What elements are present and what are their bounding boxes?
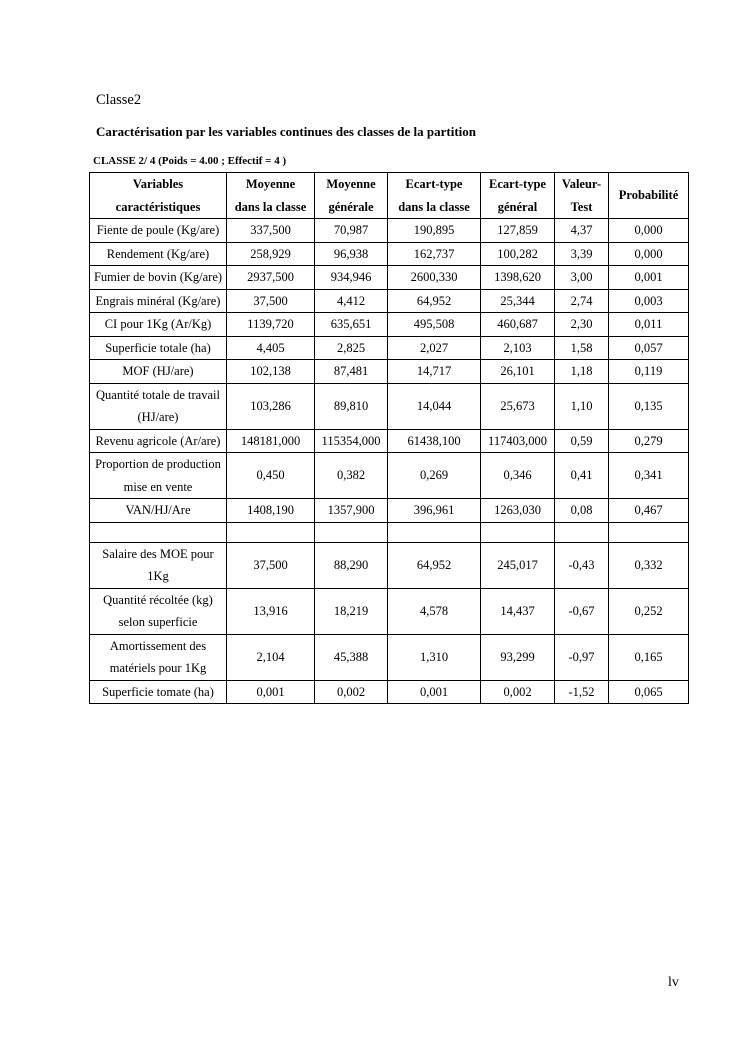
probability-cell: 0,003 [609, 289, 689, 313]
test-value-cell: 4,37 [555, 219, 609, 243]
std-general-cell: 460,687 [481, 313, 555, 337]
test-value-cell: -0,97 [555, 634, 609, 680]
mean-general-cell: 0,382 [315, 453, 388, 499]
std-class-cell: 162,737 [388, 242, 481, 266]
table-row [90, 542, 689, 588]
mean-general-cell: 934,946 [315, 266, 388, 290]
mean-general-cell: 70,987 [315, 219, 388, 243]
mean-general-cell: 0,002 [315, 680, 388, 704]
variable-cell: Salaire des MOE pour 1Kg [90, 542, 227, 588]
mean-class-cell: 258,929 [227, 242, 315, 266]
variable-cell: Rendement (Kg/are) [90, 242, 227, 266]
empty-cell [555, 522, 609, 542]
std-general-cell: 127,859 [481, 219, 555, 243]
std-class-cell: 4,578 [388, 588, 481, 634]
mean-class-cell: 1408,190 [227, 499, 315, 523]
std-general-cell: 245,017 [481, 542, 555, 588]
probability-cell: 0,252 [609, 588, 689, 634]
table-row [90, 313, 689, 337]
header-variables: Variables caractéristiques [90, 173, 227, 219]
header-row [90, 173, 689, 219]
class-info: CLASSE 2/ 4 (Poids = 4.00 ; Effectif = 4 ) [93, 155, 287, 167]
std-class-cell: 14,044 [388, 383, 481, 429]
mean-general-cell: 2,825 [315, 336, 388, 360]
std-general-cell: 25,673 [481, 383, 555, 429]
mean-class-cell: 37,500 [227, 542, 315, 588]
mean-general-cell: 18,219 [315, 588, 388, 634]
mean-class-cell: 4,405 [227, 336, 315, 360]
std-class-cell: 1,310 [388, 634, 481, 680]
mean-general-cell: 89,810 [315, 383, 388, 429]
std-class-cell: 64,952 [388, 542, 481, 588]
table-row [90, 336, 689, 360]
mean-class-cell: 102,138 [227, 360, 315, 384]
test-value-cell: 0,08 [555, 499, 609, 523]
mean-class-cell: 37,500 [227, 289, 315, 313]
probability-cell: 0,467 [609, 499, 689, 523]
probability-cell: 0,000 [609, 219, 689, 243]
std-class-cell: 495,508 [388, 313, 481, 337]
mean-class-cell: 148181,000 [227, 429, 315, 453]
mean-class-cell: 0,450 [227, 453, 315, 499]
table-body [90, 219, 689, 704]
variable-cell: Proportion de production mise en vente [90, 453, 227, 499]
header-std-class: Ecart-type dans la classe [388, 173, 481, 219]
mean-general-cell: 1357,900 [315, 499, 388, 523]
test-value-cell: 2,74 [555, 289, 609, 313]
probability-cell: 0,065 [609, 680, 689, 704]
probability-cell: 0,000 [609, 242, 689, 266]
std-general-cell: 26,101 [481, 360, 555, 384]
mean-class-cell: 2937,500 [227, 266, 315, 290]
std-general-cell: 0,002 [481, 680, 555, 704]
empty-cell [609, 522, 689, 542]
table-row [90, 289, 689, 313]
probability-cell: 0,165 [609, 634, 689, 680]
std-class-cell: 2600,330 [388, 266, 481, 290]
mean-class-cell: 103,286 [227, 383, 315, 429]
table-row [90, 219, 689, 243]
page-title: Classe2 [96, 92, 142, 108]
std-general-cell: 100,282 [481, 242, 555, 266]
characterization-table [89, 172, 689, 704]
variable-cell: Quantité totale de travail (HJ/are) [90, 383, 227, 429]
std-class-cell: 0,269 [388, 453, 481, 499]
mean-general-cell: 45,388 [315, 634, 388, 680]
variable-cell: Amortissement des matériels pour 1Kg [90, 634, 227, 680]
test-value-cell: -1,52 [555, 680, 609, 704]
page-number: lv [668, 975, 679, 990]
std-class-cell: 0,001 [388, 680, 481, 704]
mean-class-cell: 1139,720 [227, 313, 315, 337]
std-class-cell: 190,895 [388, 219, 481, 243]
std-general-cell: 2,103 [481, 336, 555, 360]
table-row [90, 360, 689, 384]
variable-cell: Fumier de bovin (Kg/are) [90, 266, 227, 290]
mean-class-cell: 337,500 [227, 219, 315, 243]
std-general-cell: 1263,030 [481, 499, 555, 523]
empty-cell [227, 522, 315, 542]
probability-cell: 0,119 [609, 360, 689, 384]
variable-cell: MOF (HJ/are) [90, 360, 227, 384]
std-general-cell: 25,344 [481, 289, 555, 313]
header-probability: Probabilité [609, 173, 689, 219]
table-row [90, 453, 689, 499]
table-row [90, 242, 689, 266]
mean-class-cell: 13,916 [227, 588, 315, 634]
table-row [90, 680, 689, 704]
std-class-cell: 2,027 [388, 336, 481, 360]
std-general-cell: 0,346 [481, 453, 555, 499]
table-row [90, 634, 689, 680]
variable-cell: Superficie totale (ha) [90, 336, 227, 360]
section-subtitle: Caractérisation par les variables continues des classes de la partition [96, 124, 476, 139]
test-value-cell: 2,30 [555, 313, 609, 337]
probability-cell: 0,279 [609, 429, 689, 453]
empty-cell [388, 522, 481, 542]
mean-general-cell: 4,412 [315, 289, 388, 313]
table-row [90, 588, 689, 634]
table-row [90, 499, 689, 523]
header-test-value: Valeur- Test [555, 173, 609, 219]
probability-cell: 0,057 [609, 336, 689, 360]
header-std-general: Ecart-type général [481, 173, 555, 219]
empty-cell [481, 522, 555, 542]
std-class-cell: 14,717 [388, 360, 481, 384]
test-value-cell: -0,43 [555, 542, 609, 588]
mean-general-cell: 87,481 [315, 360, 388, 384]
test-value-cell: 3,39 [555, 242, 609, 266]
std-general-cell: 93,299 [481, 634, 555, 680]
test-value-cell: 3,00 [555, 266, 609, 290]
test-value-cell: 1,10 [555, 383, 609, 429]
probability-cell: 0,135 [609, 383, 689, 429]
std-class-cell: 61438,100 [388, 429, 481, 453]
mean-general-cell: 635,651 [315, 313, 388, 337]
table-row [90, 383, 689, 429]
empty-cell [315, 522, 388, 542]
variable-cell: Superficie tomate (ha) [90, 680, 227, 704]
mean-general-cell: 96,938 [315, 242, 388, 266]
variable-cell: Fiente de poule (Kg/are) [90, 219, 227, 243]
test-value-cell: -0,67 [555, 588, 609, 634]
test-value-cell: 0,41 [555, 453, 609, 499]
mean-general-cell: 88,290 [315, 542, 388, 588]
std-general-cell: 117403,000 [481, 429, 555, 453]
table-row [90, 266, 689, 290]
mean-general-cell: 115354,000 [315, 429, 388, 453]
probability-cell: 0,011 [609, 313, 689, 337]
std-class-cell: 64,952 [388, 289, 481, 313]
probability-cell: 0,001 [609, 266, 689, 290]
std-class-cell: 396,961 [388, 499, 481, 523]
header-mean-general: Moyenne générale [315, 173, 388, 219]
probability-cell: 0,332 [609, 542, 689, 588]
variable-cell: CI pour 1Kg (Ar/Kg) [90, 313, 227, 337]
table-row [90, 429, 689, 453]
header-mean-class: Moyenne dans la classe [227, 173, 315, 219]
std-general-cell: 1398,620 [481, 266, 555, 290]
test-value-cell: 0,59 [555, 429, 609, 453]
empty-cell [90, 522, 227, 542]
variable-cell: Engrais minéral (Kg/are) [90, 289, 227, 313]
separator-row [90, 522, 689, 542]
variable-cell: Quantité récoltée (kg) selon superficie [90, 588, 227, 634]
test-value-cell: 1,18 [555, 360, 609, 384]
probability-cell: 0,341 [609, 453, 689, 499]
test-value-cell: 1,58 [555, 336, 609, 360]
mean-class-cell: 0,001 [227, 680, 315, 704]
variable-cell: Revenu agricole (Ar/are) [90, 429, 227, 453]
std-general-cell: 14,437 [481, 588, 555, 634]
mean-class-cell: 2,104 [227, 634, 315, 680]
variable-cell: VAN/HJ/Are [90, 499, 227, 523]
